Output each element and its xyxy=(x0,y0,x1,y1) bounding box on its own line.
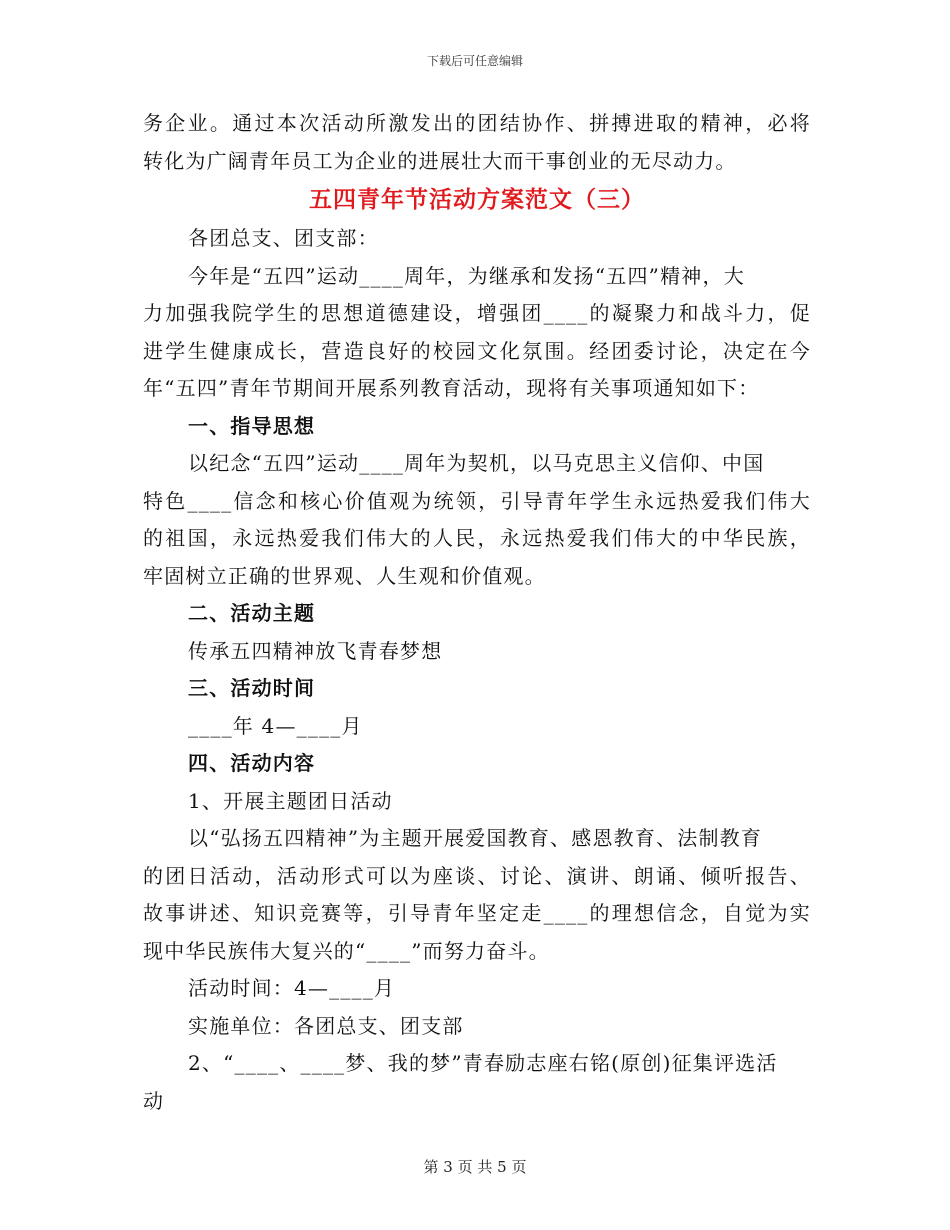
paragraph-line: 特色____信念和核心价值观为统领，引导青年学生永远热爱我们伟大 xyxy=(143,488,811,513)
subheading-line: 1、开展主题团日活动 xyxy=(188,788,393,813)
paragraph-line: 活动时间：4—____月 xyxy=(188,976,396,1000)
paragraph-line: ____年 4—____月 xyxy=(188,713,363,738)
subheading-line: 2、“____、____梦、我的梦”青春励志座右铭(原创)征集评选活 xyxy=(188,1051,778,1075)
paragraph-line: 今年是“五四”运动____周年，为继承和发扬“五四”精神，大 xyxy=(188,263,745,288)
page-header: 下载后可任意编辑 xyxy=(426,54,523,68)
paragraph-line: 以纪念“五四”运动____周年为契机，以马克思主义信仰、中国 xyxy=(188,451,765,475)
paragraph-line: 实施单位：各团总支、团支部 xyxy=(188,1013,464,1038)
paragraph-line: 年“五四”青年节期间开展系列教育活动，现将有关事项通知如下： xyxy=(143,376,760,400)
heading-guiding-thought: 一、指导思想 xyxy=(188,413,316,438)
paragraph-line: 故事讲述、知识竞赛等，引导青年坚定走____的理想信念，自觉为实 xyxy=(143,901,811,925)
salutation: 各团总支、团支部： xyxy=(188,226,379,250)
paragraph-line: 传承五四精神放飞青春梦想 xyxy=(188,638,443,663)
paragraph-line: 转化为广阔青年员工为企业的进展壮大而干事创业的无尽动力。 xyxy=(143,148,737,173)
section-title: 五四青年节活动方案范文（三） xyxy=(309,186,645,213)
paragraph-line: 力加强我院学生的思想道德建设，增强团____的凝聚力和战斗力，促 xyxy=(143,301,811,325)
heading-activity-content: 四、活动内容 xyxy=(188,751,316,775)
paragraph-line: 动 xyxy=(143,1088,165,1113)
paragraph-line: 牢固树立正确的世界观、人生观和价值观。 xyxy=(143,563,546,588)
paragraph-line: 的团日活动，活动形式可以为座谈、讨论、演讲、朗诵、倾听报告、 xyxy=(143,863,811,888)
paragraph-line: 的祖国，永远热爱我们伟大的人民，永远热爱我们伟大的中华民族， xyxy=(143,526,811,550)
paragraph-line: 务企业。通过本次活动所激发出的团结协作、拼搏进取的精神，必将 xyxy=(143,111,811,135)
paragraph-line: 进学生健康成长，营造良好的校园文化氛围。经团委讨论，决定在今 xyxy=(143,338,811,363)
page-footer: 第 3 页 共 5 页 xyxy=(423,1158,527,1176)
heading-activity-time: 三、活动时间 xyxy=(188,676,316,700)
heading-activity-theme: 二、活动主题 xyxy=(188,601,316,625)
paragraph-line: 现中华民族伟大复兴的“____”而努力奋斗。 xyxy=(143,938,550,963)
document-body xyxy=(143,105,811,1120)
paragraph-line: 以“弘扬五四精神”为主题开展爱国教育、感恩教育、法制教育 xyxy=(188,826,763,850)
